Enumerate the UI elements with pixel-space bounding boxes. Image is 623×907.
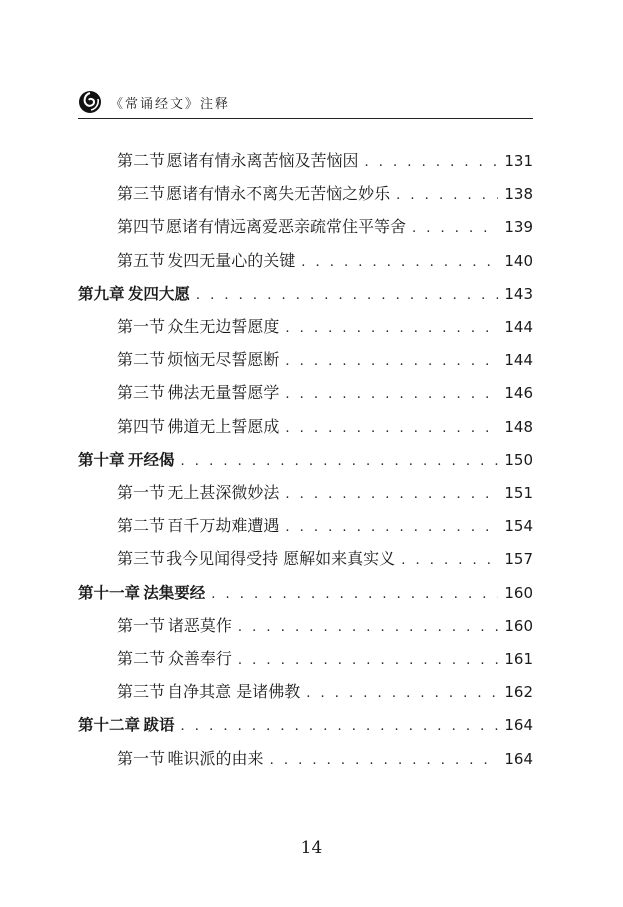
toc-section-row bbox=[117, 646, 533, 672]
toc-entry-label: 第十章 bbox=[78, 450, 125, 469]
toc-entry-label: 第四节 bbox=[117, 217, 166, 237]
dot-leader bbox=[238, 648, 498, 674]
toc-section-row bbox=[117, 746, 533, 772]
toc-entry-page: 138 bbox=[504, 185, 533, 204]
toc-entry-page: 140 bbox=[504, 251, 533, 270]
toc-entry-label: 第十一章 bbox=[78, 583, 141, 602]
toc-entry-page: 162 bbox=[504, 683, 533, 702]
toc-section-row bbox=[117, 214, 533, 240]
toc-entry-page: 160 bbox=[504, 583, 533, 602]
dot-leader bbox=[181, 449, 499, 475]
toc-entry-label: 第二节 bbox=[117, 350, 166, 370]
toc-entry-title: 无上甚深微妙法 bbox=[167, 483, 280, 502]
toc-entry-title: 愿诸有情远离爱恶亲疏常住平等舍 bbox=[165, 217, 406, 237]
toc-entry-label: 第一节 bbox=[117, 615, 166, 635]
toc-entry-label: 第三节 bbox=[117, 383, 166, 403]
dot-leader bbox=[285, 382, 498, 408]
dot-leader bbox=[401, 548, 498, 574]
toc-entry-page: 143 bbox=[504, 284, 533, 303]
toc-section-row bbox=[117, 347, 533, 373]
toc-section-row bbox=[117, 314, 533, 340]
toc-entry-label: 第十二章 bbox=[78, 716, 141, 735]
toc-section-row bbox=[117, 613, 533, 639]
toc-entry-label: 第三节 bbox=[117, 549, 166, 569]
toc-section-row bbox=[117, 480, 533, 506]
toc-chapter-row bbox=[78, 447, 533, 473]
toc-entry-title: 唯识派的由来 bbox=[167, 748, 264, 768]
dot-leader bbox=[396, 183, 498, 209]
header-divider bbox=[78, 118, 533, 119]
toc-entry-page: 164 bbox=[504, 716, 533, 735]
dot-leader bbox=[285, 515, 498, 541]
toc-section-row bbox=[117, 546, 533, 572]
toc-entry-page: 161 bbox=[504, 650, 533, 668]
toc-entry-page: 151 bbox=[504, 484, 533, 502]
toc-entry-title: 诸恶莫作 bbox=[167, 615, 232, 635]
dot-leader bbox=[285, 316, 498, 342]
toc-entry-title: 开经偈 bbox=[128, 450, 175, 469]
toc-entry-page: 160 bbox=[504, 616, 533, 635]
toc-entry-title: 烦恼无尽誓愿断 bbox=[167, 350, 280, 370]
dot-leader bbox=[365, 150, 499, 176]
toc-entry-label: 第一节 bbox=[117, 317, 166, 336]
dot-leader bbox=[211, 582, 498, 608]
toc-section-row bbox=[117, 513, 533, 539]
toc-section-row bbox=[117, 380, 533, 406]
toc-entry-label: 第一节 bbox=[117, 483, 166, 502]
toc-section-row bbox=[117, 248, 533, 274]
page-number: 14 bbox=[300, 838, 323, 858]
toc-entry-label: 第二节 bbox=[117, 649, 166, 668]
toc-entry-title: 发四大愿 bbox=[127, 284, 190, 303]
toc-section-row bbox=[117, 414, 533, 440]
dot-leader bbox=[285, 482, 498, 508]
toc-section-row bbox=[117, 148, 533, 174]
dot-leader bbox=[306, 681, 498, 707]
toc-entry-label: 第三节 bbox=[117, 682, 166, 702]
toc-entry-title: 众生无边誓愿度 bbox=[167, 317, 280, 336]
dot-leader bbox=[270, 748, 499, 774]
dot-leader bbox=[285, 416, 498, 442]
dot-leader bbox=[238, 615, 498, 641]
dot-leader bbox=[196, 283, 498, 309]
toc-entry-title: 法集要经 bbox=[143, 583, 206, 602]
toc-entry-label: 第三节 bbox=[117, 184, 166, 204]
toc-entry-page: 139 bbox=[504, 218, 533, 237]
toc-entry-title: 百千万劫难遭遇 bbox=[167, 516, 280, 536]
toc-entry-page: 150 bbox=[504, 450, 533, 469]
toc-section-row bbox=[117, 181, 533, 207]
toc-entry-title: 跋语 bbox=[143, 716, 175, 735]
toc-entry-title: 发四无量心的关键 bbox=[167, 250, 296, 270]
toc-entry-label: 第二节 bbox=[117, 516, 166, 536]
toc-entry-title: 佛法无量誓愿学 bbox=[167, 383, 280, 403]
toc-entry-title: 愿诸有情永离苦恼及苦恼因 bbox=[166, 151, 359, 170]
toc-entry-page: 157 bbox=[504, 550, 533, 569]
dot-leader bbox=[285, 349, 498, 375]
toc-entry-label: 第四节 bbox=[117, 416, 166, 436]
swirl-logo-icon bbox=[78, 90, 102, 114]
toc-entry-title: 众善奉行 bbox=[167, 649, 232, 668]
toc-entry-page: 144 bbox=[504, 351, 533, 370]
page-header bbox=[78, 86, 533, 116]
toc-section-row bbox=[117, 679, 533, 705]
toc-entry-page: 148 bbox=[504, 417, 533, 436]
dot-leader bbox=[301, 250, 498, 276]
toc-entry-page: 164 bbox=[504, 749, 533, 768]
toc-entry-label: 第二节 bbox=[117, 151, 166, 170]
toc-entry-page: 154 bbox=[504, 517, 533, 536]
book-title: 《常诵经文》注释 bbox=[110, 97, 231, 112]
toc-chapter-row bbox=[78, 712, 533, 738]
toc-entry-label: 第五节 bbox=[117, 250, 166, 270]
toc-chapter-row bbox=[78, 580, 533, 606]
dot-leader bbox=[412, 216, 498, 242]
toc-entry-label: 第九章 bbox=[78, 284, 125, 303]
toc-entry-title: 我今见闻得受持 愿解如来真实义 bbox=[166, 549, 396, 569]
toc-entry-title: 自净其意 是诸佛教 bbox=[167, 682, 301, 702]
toc-entry-title: 佛道无上誓愿成 bbox=[167, 416, 280, 436]
toc-entry-page: 131 bbox=[504, 152, 533, 170]
toc-chapter-row bbox=[78, 281, 533, 307]
toc-entry-title: 愿诸有情永不离失无苦恼之妙乐 bbox=[166, 184, 391, 204]
toc-entry-label: 第一节 bbox=[117, 748, 166, 768]
toc-entry-page: 146 bbox=[504, 384, 533, 403]
dot-leader bbox=[181, 714, 499, 740]
toc-entry-page: 144 bbox=[504, 318, 533, 336]
